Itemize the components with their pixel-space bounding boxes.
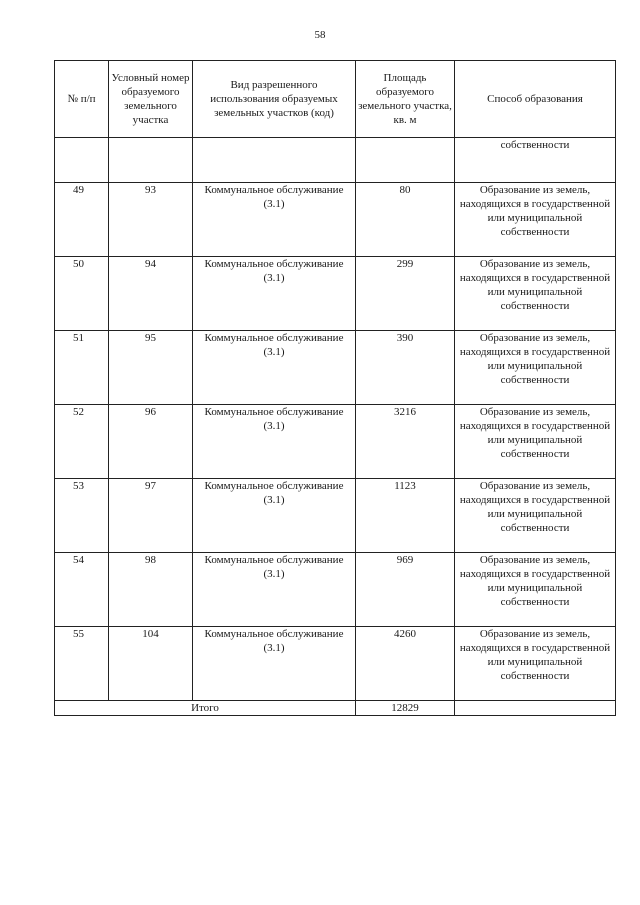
- cell-area: 299: [356, 257, 455, 331]
- header-method: Способ образования: [455, 61, 616, 138]
- table-row: [55, 553, 616, 627]
- cell-num: 54: [55, 553, 109, 627]
- total-label: Итого: [55, 701, 356, 716]
- cell-num: 50: [55, 257, 109, 331]
- cell-usage-type: Коммунальное обслуживание (3.1): [193, 553, 356, 627]
- cell-method: собственности: [455, 138, 616, 183]
- table-row: [55, 183, 616, 257]
- cell-conditional-number: 98: [109, 553, 193, 627]
- header-conditional-number: Условный номер образуемого земельного участка: [109, 61, 193, 138]
- cell-conditional-number: 94: [109, 257, 193, 331]
- cell-area: 3216: [356, 405, 455, 479]
- cell-method: Образование из земель, находящихся в государственной или муниципальной собственности: [455, 183, 616, 257]
- total-area: 12829: [356, 701, 455, 716]
- cell-num: 52: [55, 405, 109, 479]
- total-method: [455, 701, 616, 716]
- cell-area: 390: [356, 331, 455, 405]
- table-row: [55, 257, 616, 331]
- cell-conditional-number: 97: [109, 479, 193, 553]
- cell-area: [356, 138, 455, 183]
- cell-num: 53: [55, 479, 109, 553]
- cell-usage-type: Коммунальное обслуживание (3.1): [193, 331, 356, 405]
- cell-usage-type: [193, 138, 356, 183]
- header-area: Площадь образуемого земельного участка, кв. м: [356, 61, 455, 138]
- cell-num: 49: [55, 183, 109, 257]
- table-row: [55, 627, 616, 701]
- cell-method: Образование из земель, находящихся в государственной или муниципальной собственности: [455, 479, 616, 553]
- header-usage-type: Вид разрешенного использования образуемых земельных участков (код): [193, 61, 356, 138]
- cell-area: 80: [356, 183, 455, 257]
- cell-method: Образование из земель, находящихся в государственной или муниципальной собственности: [455, 553, 616, 627]
- cell-method: Образование из земель, находящихся в государственной или муниципальной собственности: [455, 627, 616, 701]
- cell-usage-type: Коммунальное обслуживание (3.1): [193, 627, 356, 701]
- table-row-continuation: [55, 138, 616, 183]
- cell-conditional-number: 96: [109, 405, 193, 479]
- table-total-row: [55, 701, 616, 716]
- cell-method: Образование из земель, находящихся в государственной или муниципальной собственности: [455, 405, 616, 479]
- cell-area: 1123: [356, 479, 455, 553]
- header-num: № п/п: [55, 61, 109, 138]
- table-row: [55, 331, 616, 405]
- cell-usage-type: Коммунальное обслуживание (3.1): [193, 183, 356, 257]
- cell-usage-type: Коммунальное обслуживание (3.1): [193, 257, 356, 331]
- page-number: 58: [314, 29, 326, 41]
- cell-usage-type: Коммунальное обслуживание (3.1): [193, 405, 356, 479]
- table-row: [55, 479, 616, 553]
- cell-conditional-number: [109, 138, 193, 183]
- cell-usage-type: Коммунальное обслуживание (3.1): [193, 479, 356, 553]
- table-header-row: [55, 61, 616, 138]
- cell-area: 969: [356, 553, 455, 627]
- cell-conditional-number: 104: [109, 627, 193, 701]
- table-row: [55, 405, 616, 479]
- land-plots-table: [54, 60, 616, 716]
- cell-conditional-number: 93: [109, 183, 193, 257]
- cell-num: 51: [55, 331, 109, 405]
- cell-conditional-number: 95: [109, 331, 193, 405]
- cell-num: [55, 138, 109, 183]
- cell-method: Образование из земель, находящихся в государственной или муниципальной собственности: [455, 331, 616, 405]
- cell-method: Образование из земель, находящихся в государственной или муниципальной собственности: [455, 257, 616, 331]
- cell-num: 55: [55, 627, 109, 701]
- cell-area: 4260: [356, 627, 455, 701]
